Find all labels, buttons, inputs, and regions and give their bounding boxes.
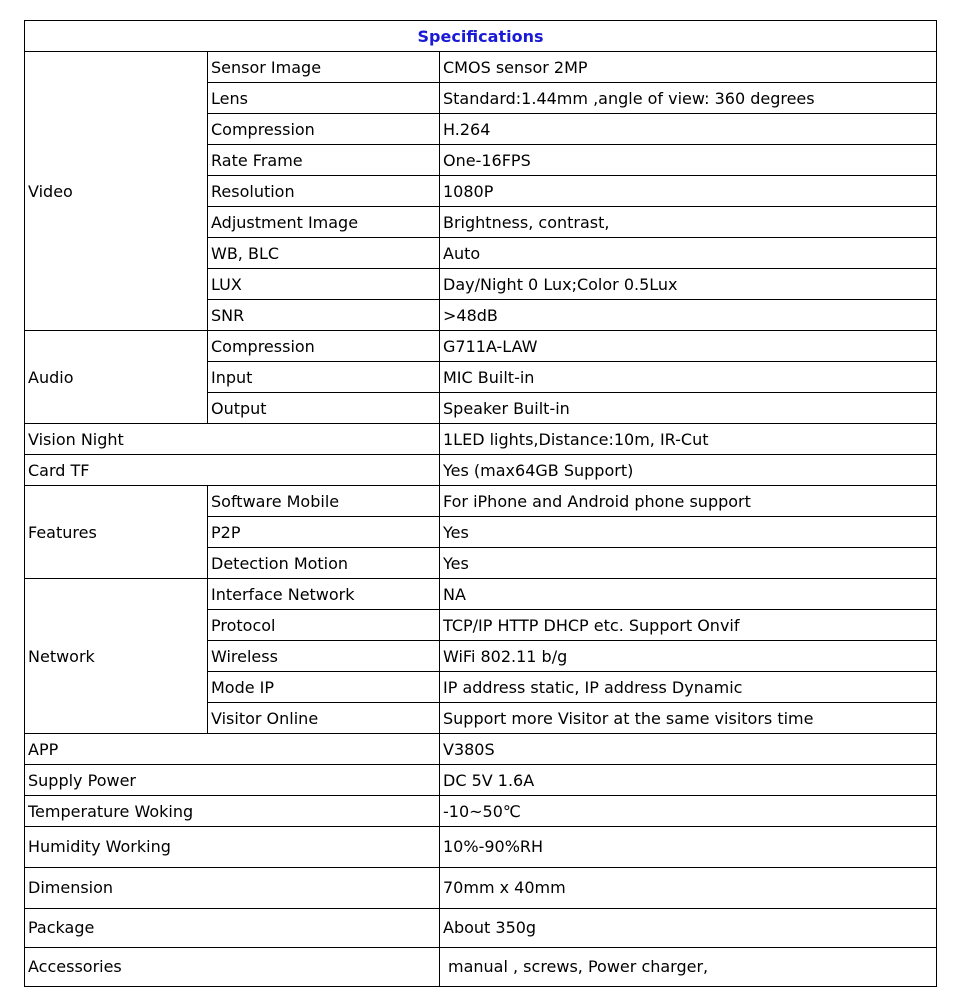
spec-name: Mode IP [208,672,440,703]
section-label-audio: Audio [25,331,208,424]
spec-value: 10%-90%RH [440,827,937,868]
spec-value: Yes [440,548,937,579]
spec-value: For iPhone and Android phone support [440,486,937,517]
table-row [25,868,937,909]
spec-name: Wireless [208,641,440,672]
spec-value: Brightness, contrast, [440,207,937,238]
section-label-package: Package [25,909,440,948]
table-row [25,827,937,868]
spec-value: 1080P [440,176,937,207]
table-row [25,579,937,610]
section-label-supply-power: Supply Power [25,765,440,796]
spec-value: Auto [440,238,937,269]
spec-name: Input [208,362,440,393]
spec-value: MIC Built-in [440,362,937,393]
section-label-network: Network [25,579,208,734]
spec-value: Yes [440,517,937,548]
spec-value: DC 5V 1.6A [440,765,937,796]
table-row [25,796,937,827]
section-label-vision-night: Vision Night [25,424,440,455]
spec-value: IP address static, IP address Dynamic [440,672,937,703]
spec-value: 1LED lights,Distance:10m, IR-Cut [440,424,937,455]
table-row [25,331,937,362]
spec-name: SNR [208,300,440,331]
spec-name: Rate Frame [208,145,440,176]
spec-name: Visitor Online [208,703,440,734]
table-row [25,455,937,486]
spec-value: Day/Night 0 Lux;Color 0.5Lux [440,269,937,300]
spec-value: >48dB [440,300,937,331]
spec-name: Detection Motion [208,548,440,579]
section-label-app: APP [25,734,440,765]
section-label-video: Video [25,52,208,331]
spec-value: TCP/IP HTTP DHCP etc. Support Onvif [440,610,937,641]
section-label-card-tf: Card TF [25,455,440,486]
spec-value: -10~50℃ [440,796,937,827]
table-row [25,424,937,455]
section-label-accessories: Accessories [25,948,440,987]
spec-name: Software Mobile [208,486,440,517]
spec-value: Support more Visitor at the same visitors time [440,703,937,734]
section-label-features: Features [25,486,208,579]
specifications-table [24,20,937,987]
spec-value: Speaker Built-in [440,393,937,424]
spec-value: manual , screws, Power charger, [440,948,937,987]
table-row [25,765,937,796]
spec-name: Compression [208,331,440,362]
spec-value: WiFi 802.11 b/g [440,641,937,672]
spec-name: Resolution [208,176,440,207]
spec-value: About 350g [440,909,937,948]
table-row [25,909,937,948]
table-row [25,734,937,765]
spec-name: WB, BLC [208,238,440,269]
table-row [25,948,937,987]
table-row [25,52,937,83]
spec-name: Sensor Image [208,52,440,83]
spec-value: NA [440,579,937,610]
table-row [25,486,937,517]
spec-name: Adjustment Image [208,207,440,238]
spec-name: Protocol [208,610,440,641]
spec-value: H.264 [440,114,937,145]
title-row [25,21,937,52]
spec-name: LUX [208,269,440,300]
section-label-temperature: Temperature Woking [25,796,440,827]
spec-value: G711A-LAW [440,331,937,362]
section-label-dimension: Dimension [25,868,440,909]
spec-name: Interface Network [208,579,440,610]
spec-value: CMOS sensor 2MP [440,52,937,83]
spec-value: One-16FPS [440,145,937,176]
spec-name: Output [208,393,440,424]
spec-value: Yes (max64GB Support) [440,455,937,486]
spec-value: Standard:1.44mm ,angle of view: 360 degrees [440,83,937,114]
spec-name: Compression [208,114,440,145]
spec-name: Lens [208,83,440,114]
section-label-humidity: Humidity Working [25,827,440,868]
table-title: Specifications [25,21,937,52]
spec-value: 70mm x 40mm [440,868,937,909]
spec-name: P2P [208,517,440,548]
spec-value: V380S [440,734,937,765]
